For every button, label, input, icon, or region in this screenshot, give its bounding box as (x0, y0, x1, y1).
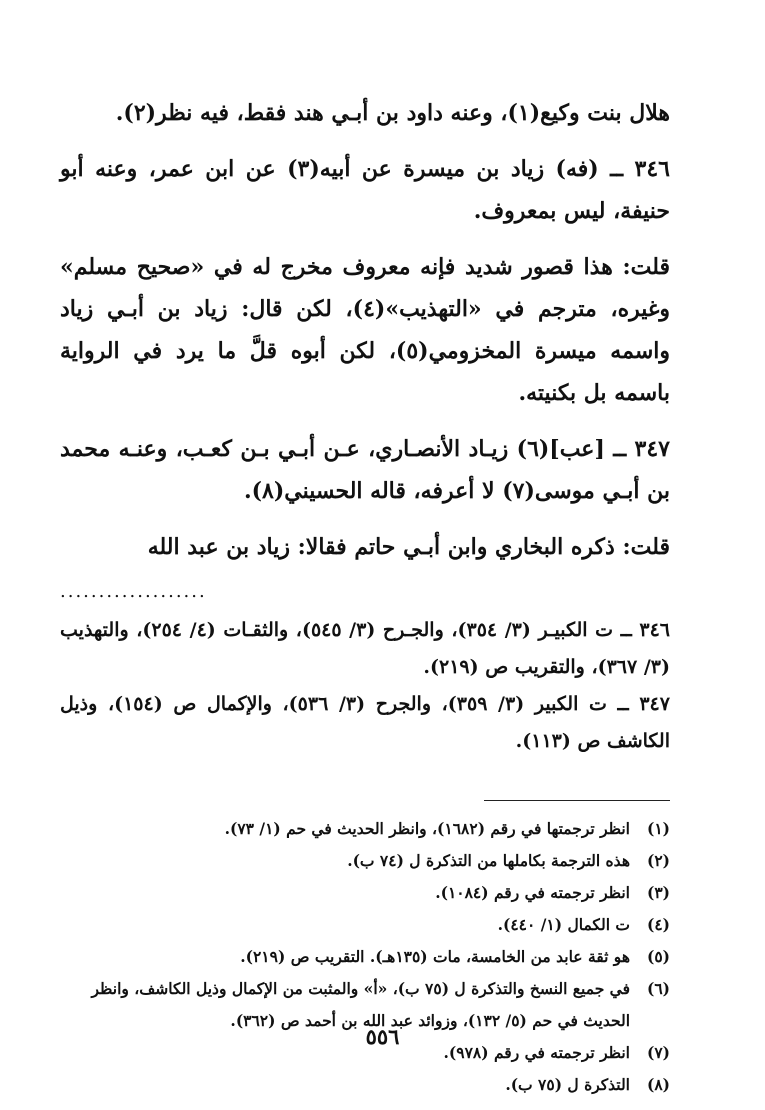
footnote-number: (٢) (646, 851, 670, 870)
footnote (60, 845, 670, 877)
footnote-rule (484, 800, 670, 801)
footnote-number: (١) (646, 819, 670, 838)
reference-347: ٣٤٧ ــ ت الكبير (٣/ ٣٥٩)، والجرح (٣/ ٥٣٦)، والإكمال ص (١٥٤)، وذيل الكاشف ص (١١٣). (60, 693, 670, 752)
footnote (60, 1069, 670, 1101)
footnote-text: في جميع النسخ والتذكرة ل (٧٥ ب)، «أ» والمثبت من الإكمال وذيل الكاشف، وانظر الحديث في حم (٥/ ١٣٢)، وزوائد عبد الله بن أحمد ص (٣٦٢). (91, 979, 630, 1030)
footnote (60, 813, 670, 845)
source-references (60, 612, 670, 760)
footnote-number: (٦) (646, 979, 670, 998)
footnote (60, 909, 670, 941)
footnote-text: انظر ترجمتها في رقم (١٦٨٢)، وانظر الحديث في حم (١/ ٧٣). (224, 819, 630, 838)
footnote-number: (٤) (646, 915, 670, 934)
footnote-number: (٧) (646, 1043, 670, 1062)
main-text (60, 92, 670, 568)
dotted-separator: ................... (60, 581, 207, 602)
footnote-text: التذكرة ل (٧٥ ب). (505, 1075, 630, 1094)
entry-347: ٣٤٧ ــ [عب](٦) زيـاد الأنصـاري، عـن أبـي بـن كعـب، وعنـه محمد بن أبـي موسى(٧) لا أعرفه، قاله الحسيني(٨). (60, 436, 670, 504)
paragraph: هلال بنت وكيع(١)، وعنه داود بن أبـي هند فقط، فيه نظر(٢). (115, 100, 670, 126)
footnote (60, 877, 670, 909)
footnote (60, 941, 670, 973)
footnote-number: (٣) (646, 883, 670, 902)
paragraph: قلت: ذكره البخاري وابن أبـي حاتم فقالا: زياد بن عبد الله (147, 534, 670, 560)
paragraph: قلت: هذا قصور شديد فإنه معروف مخرج له في «صحيح مسلم» وغيره، مترجم في «التهذيب»(٤)، لكن قال: زياد بن أبـي زياد واسمه ميسرة المخزومي(٥)، لكن أبوه قلَّ ما يرد في الرواية باسمه بل بكنيته. (60, 254, 670, 406)
footnotes (60, 813, 670, 1101)
footnote-number: (٥) (646, 947, 670, 966)
footnote-text: ت الكمال (١/ ٤٤٠). (497, 915, 630, 934)
footnote-text: هذه الترجمة بكاملها من التذكرة ل (٧٤ ب). (347, 851, 630, 870)
footnote-text: انظر ترجمته في رقم (١٠٨٤). (435, 883, 630, 902)
entry-346: ٣٤٦ ــ (فه) زياد بن ميسرة عن أبيه(٣) عن ابن عمر، وعنه أبو حنيفة، ليس بمعروف. (60, 156, 670, 224)
footnote-text: انظر ترجمته في رقم (٩٧٨). (443, 1043, 630, 1062)
footnote-text: هو ثقة عابد من الخامسة، مات (١٣٥هـ). التقريب ص (٢١٩). (240, 947, 630, 966)
reference-346: ٣٤٦ ــ ت الكبيـر (٣/ ٣٥٤)، والجـرح (٣/ ٥٤٥)، والثقـات (٤/ ٢٥٤)، والتهذيب (٣/ ٣٦٧)، والتقريب ص (٢١٩). (60, 619, 671, 678)
footnote-number: (٨) (646, 1075, 670, 1094)
page-number: ٥٥٦ (365, 1024, 400, 1049)
page-body (60, 92, 670, 1101)
